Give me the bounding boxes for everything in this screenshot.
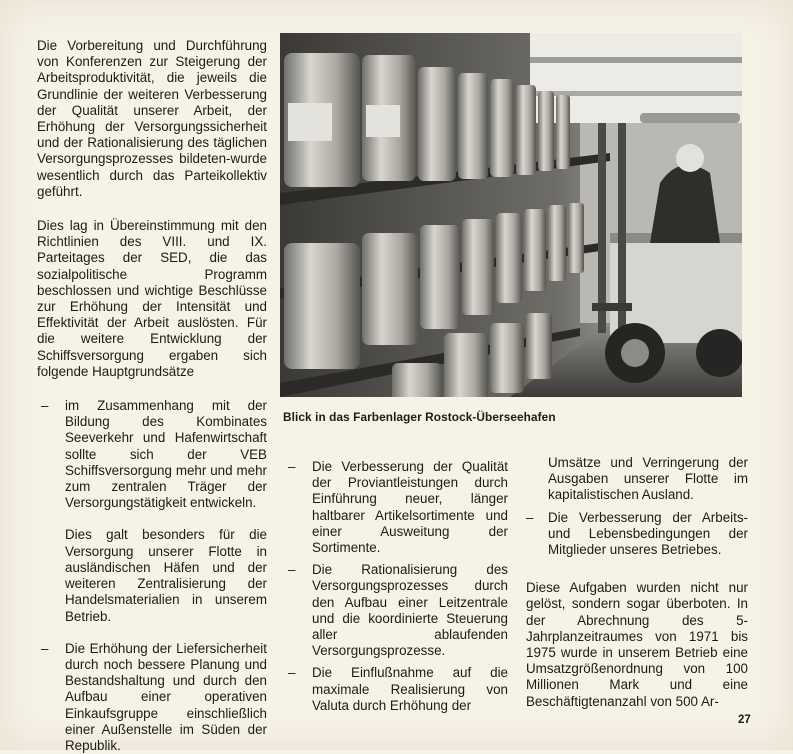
figure-caption: Blick in das Farbenlager Rostock-Überseehafen xyxy=(283,410,556,424)
right-text-column xyxy=(526,455,748,710)
bullet-dash: – xyxy=(288,562,296,578)
bullet-dash: – xyxy=(41,640,49,656)
left-text-column xyxy=(37,38,267,754)
paragraph: Dies lag in Übereinstimmung mit den Richtlinien des VIII. und IX. Parteitages der SED, die das sozialpolitische Programm beschlossen und wichtige Beschlüsse zur Erhöhung der Intensität und Effektivität der Arbeit auslösten. Für die weitere Entwicklung der Schiffsversorgung ergaben sich folgende Hauptgrundsätze xyxy=(37,218,267,379)
list-item: – Die Verbesserung der Arbeits- und Lebensbedingungen der Mitglieder unseres Betriebes. xyxy=(526,509,748,558)
paragraph: Die Vorbereitung und Durchführung von Konferenzen zur Steigerung der Arbeitsproduktivität, die jeweils die Grundlinie der weiteren Verbesserung der Qualität unserer Arbeit, der Erhöhung der Versorgungssicherheit und der Rationalisierung des täglichen Versorgungsprozesses bildeten-wurde wesentlich durch das Parteikollektiv geführt. xyxy=(37,38,267,199)
paint-warehouse-image xyxy=(280,33,742,397)
list-item: – Die Einflußnahme auf die maximale Realisierung von Valuta durch Erhöhung der xyxy=(288,665,508,713)
bullet-dash: – xyxy=(288,665,296,681)
list-item: – Die Verbesserung der Qualität der Proviantleistungen durch Einführung neuer, länger haltbarer Artikelsortimente und einer Ausweitung der Sortimente. xyxy=(288,459,508,556)
middle-text-column xyxy=(284,459,508,714)
warehouse-photo xyxy=(280,33,742,397)
list-item: – Die Rationalisierung des Versorgungsprozesses durch den Aufbau einer Leitzentrale und die koordinierte Steuerung aller ablaufenden Versorgungsprozesse. xyxy=(288,562,508,659)
list-item-continuation: Dies galt besonders für die Versorgung unserer Flotte in ausländischen Häfen und der weiteren Zentralisierung der Handelsmaterialien in unserem Betrieb. xyxy=(65,527,267,624)
bullet-dash: – xyxy=(41,398,49,414)
paragraph: Diese Aufgaben wurden nicht nur gelöst, sondern sogar überboten. In der Abrechnung des 5-Jahrplanzeitraumes von 1971 bis 1975 wurde in unserem Betrieb eine Umsatzgrößenordnung von 100 Millionen Mark und eine Beschäftigtenanzahl von 500 Ar- xyxy=(526,580,748,709)
bullet-dash: – xyxy=(288,459,296,474)
list-item: – im Zusammenhang mit der Bildung des Kombinates Seeverkehr und Hafenwirtschaft sollte sich der VEB Schiffsversorgung mehr und mehr zum zentralen Träger der Versorgungstätigkeit entwickeln. xyxy=(41,398,267,511)
list-item-continuation: Umsätze und Verringerung der Ausgaben unserer Flotte im kapitalistischen Ausland. xyxy=(548,455,748,503)
list-item: – Die Erhöhung der Liefersicherheit durch noch bessere Planung und Bestandshaltung und durch den Aufbau einer operativen Einkaufsgruppe einschließlich einer Außenstelle im Süden der Republik. xyxy=(41,640,267,753)
bullet-dash: – xyxy=(526,509,534,525)
page-number: 27 xyxy=(738,714,751,726)
